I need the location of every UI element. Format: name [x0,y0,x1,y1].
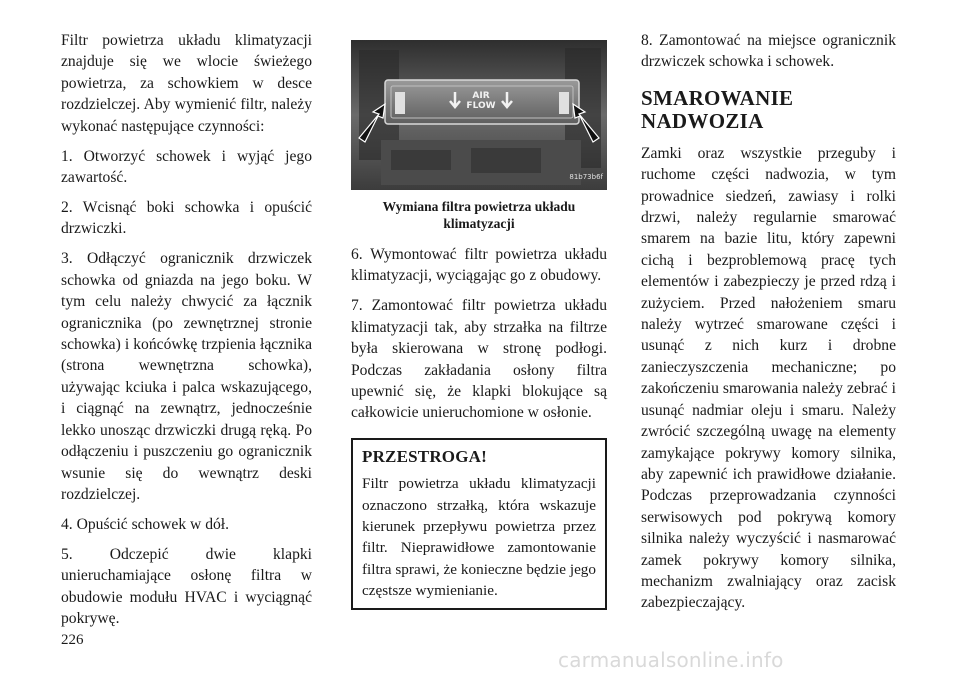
air-label: AIR [472,91,490,101]
section-title-line-2: NADWOZIA [641,108,764,133]
middle-column [351,40,607,610]
left-column [61,30,312,638]
intro-paragraph: Filtr powietrza układu klimatyzacji znajduje się we wlocie świeżego powietrza, za schowkiem w desce rozdzielczej. Aby wymienić filtr, należy wykonać następujące czynności: [61,32,312,135]
warning-box [351,438,607,610]
step-5: 5. Odczepić dwie klapki unieruchamiające osłonę filtra w obudowie modułu HVAC i wyciągnąć pokrywę. [61,545,312,628]
section-title-line-1: SMAROWANIE [641,85,794,110]
warning-text: Filtr powietrza układu klimatyzacji oznaczono strzałką, która wskazuje kierunek przepływu powietrza przez filtr. Nieprawidłowe zamontowanie filtra sprawi, że konieczne będzie jego częstsze wymienianie. [362,475,596,600]
step-2: 2. Wcisnąć boki schowka i opuścić drzwiczki. [61,199,312,238]
flow-label: FLOW [466,101,496,111]
section-title [641,87,896,133]
warning-title: PRZESTROGA! [362,446,487,466]
right-column [641,30,896,622]
lubrication-paragraph: Zamki oraz wszystkie przeguby i ruchome części nadwozia, w tym prowadnice siedzeń, zawiasy i rolki drzwi, należy regularnie smarować smarem na bazie litu, który zapewni cichą i bezproblemową pracę tych elementów i zabezpieczy je przed rdzą i zużyciem. Przed nałożeniem smaru należy wytrzeć smarowane części i usunąć z nich kurz i drobne zanieczyszczenia mechaniczne; po zakończeniu smarowania należy zebrać i usunąć nadmiar oleju i smaru. Należy zwrócić szczególną uwagę na elementy zamykające pokrywy komory silnika, aby zapewnić ich prawidłowe działanie. Podczas przeprowadzania czynności serwisowych pod pokrywą komory silnika należy wyczyścić i nasmarować zamek pokrywy komory silnika, mechanizm zwalniający oraz zacisk zabezpieczający. [641,144,896,612]
step-3: 3. Odłączyć ogranicznik drzwiczek schowka od gniazda na jego boku. W tym celu należy chwycić za łącznik ogranicznika (po zewnętrznej stronie schowka) i końcówkę trzpienia łącznika (strona wewnętrzna schowka), używając kciuka i palca wskazującego, i ciągnąć na zewnątrz, jednocześnie lekko unosząc drzwiczki drugą ręką. Po odłączeniu i puszczeniu go ogranicznik wsunie się do wewnątrz deski rozdzielczej. [61,250,312,503]
figure-caption: Wymiana filtra powietrza układu klimatyzacji [382,199,576,231]
page-number: 226 [61,632,84,648]
step-1: 1. Otworzyć schowek i wyjąć jego zawartość. [61,147,312,187]
step-8: 8. Zamontować na miejsce ogranicznik drzwiczek schowka i schowek. [641,32,896,71]
step-7: 7. Zamontować filtr powietrza układu klimatyzacji tak, aby strzałka na filtrze była skierowana w stronę podłogi. Podczas zakładania osłony filtra upewnić się, że klapki blokujące są całkowicie unieruchomione w osłonie. [351,297,607,422]
air-filter-figure [351,40,607,190]
step-6: 6. Wymontować filtr powietrza układu klimatyzacji, wyciągając go z obudowy. [351,246,607,285]
step-4: 4. Opuścić schowek w dół. [61,515,230,533]
figure-code: 81b73b6f [569,172,603,181]
watermark: carmanualsonline.info [558,648,784,672]
